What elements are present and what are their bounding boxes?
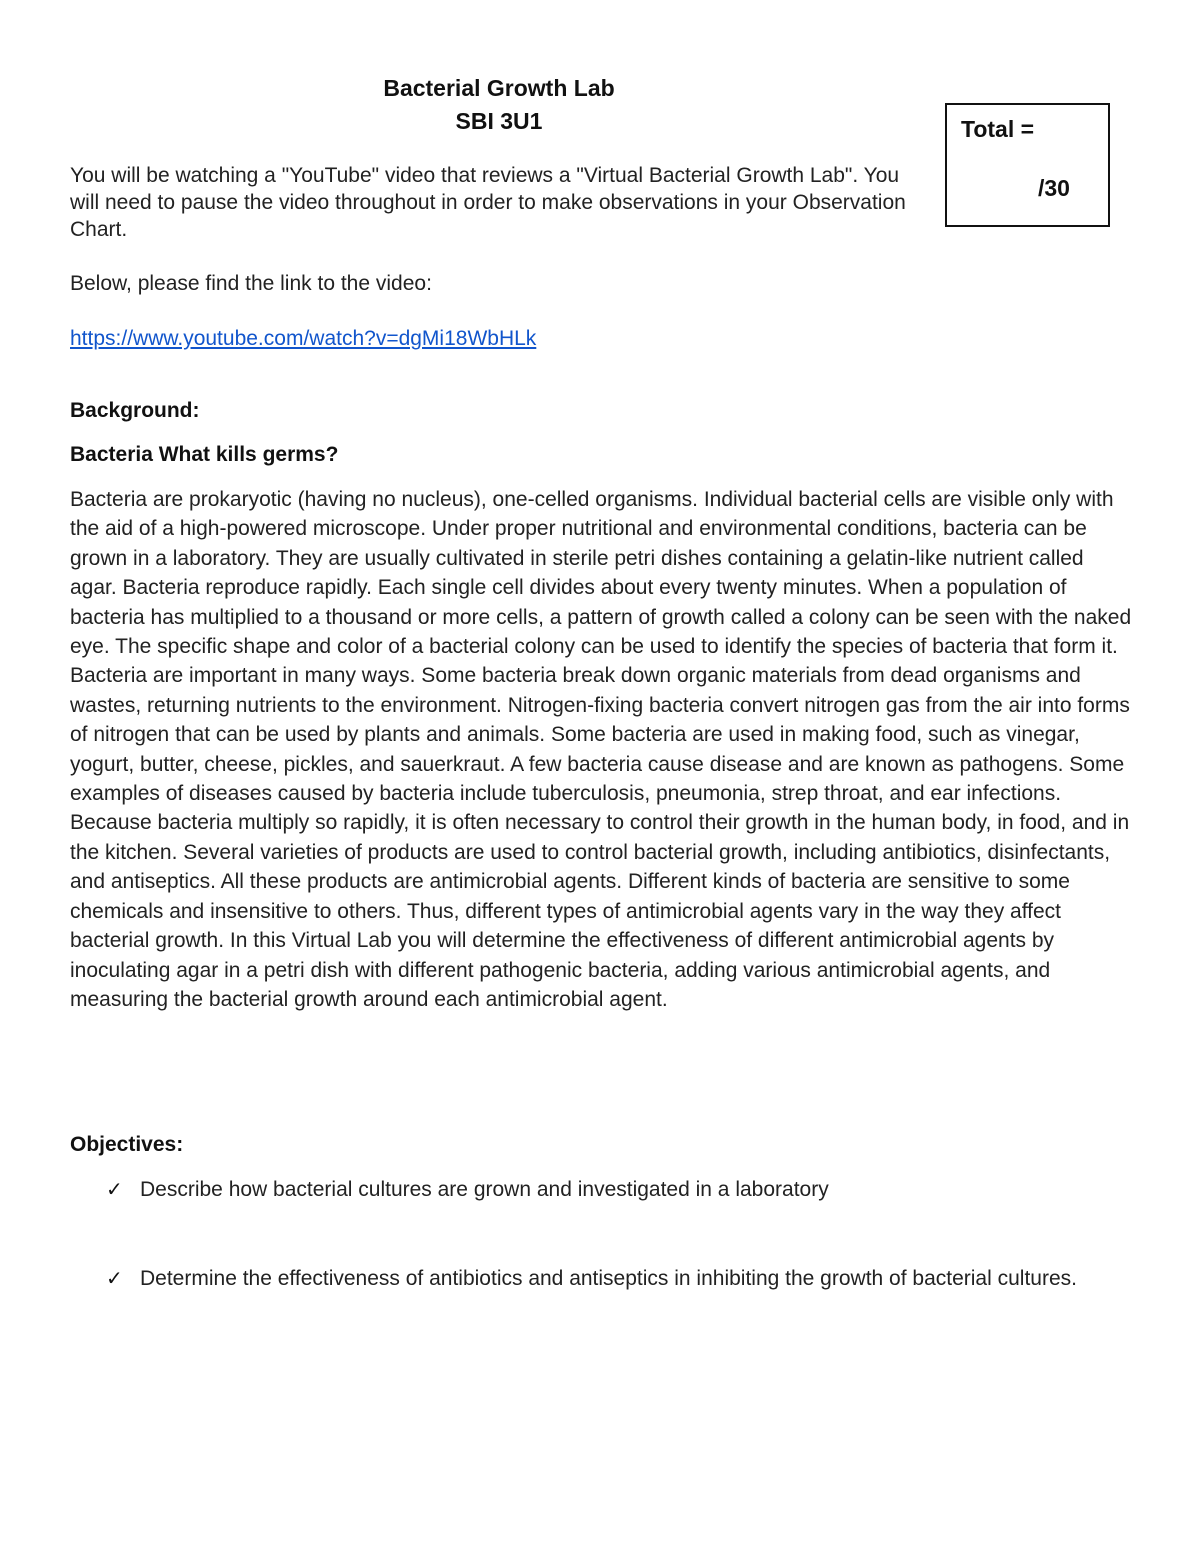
background-body: Bacteria are prokaryotic (having no nucleus), one-celled organisms. Individual bacterial cells are visible only with the aid of a high-powered microscope. Under proper nutritional and environmental conditions, bacteria can be grown in a laboratory. They are usually cultivated in sterile petri dishes containing a gelatin-like nutrient called agar. Bacteria reproduce rapidly. Each single cell divides about every twenty minutes. When a population of bacteria has multiplied to a thousand or more cells, a pattern of growth called a colony can be seen with the naked eye. The specific shape and color of a bacterial colony can be used to identify the species of bacteria that form it. Bacteria are important in many ways. Some bacteria break down organic materials from dead organisms and wastes, returning nutrients to the environment. Nitrogen-fixing bacteria convert nitrogen gas from the air into forms of nitrogen that can be used by plants and animals. Some bacteria are used in making food, such as vinegar, yogurt, butter, cheese, pickles, and sauerkraut. A few bacteria cause disease and are known as pathogens. Some examples of diseases caused by bacteria include tuberculosis, pneumonia, strep throat, and ear infections. Because bacteria multiply so rapidly, it is often necessary to control their growth in the human body, in food, and in the kitchen. Several varieties of products are used to control bacterial growth, including antibiotics, disinfectants, and antiseptics. All these products are antimicrobial agents. Different kinds of bacteria are sensitive to some chemicals and insensitive to others. Thus, different types of antimicrobial agents vary in the way they affect bacterial growth. In this Virtual Lab you will determine the effectiveness of different antimicrobial agents by inoculating agar in a petri dish with different pathogenic bacteria, adding various antimicrobial agents, and measuring the bacterial growth around each antimicrobial agent. xyxy=(70,488,1132,1011)
total-score-box xyxy=(945,103,1110,227)
document-title: Bacterial Growth Lab xyxy=(383,75,615,101)
objective-text: Determine the effectiveness of antibiotics and antiseptics in inhibiting the growth of bacterial cultures. xyxy=(140,1267,1077,1290)
background-heading: Background: xyxy=(70,399,200,422)
objectives-heading: Objectives: xyxy=(70,1133,184,1156)
objectives-list xyxy=(70,1175,1132,1293)
total-out-of: /30 xyxy=(1038,175,1070,201)
objective-item xyxy=(70,1264,1132,1293)
video-link[interactable]: https://www.youtube.com/watch?v=dgMi18WbHLk xyxy=(70,327,537,350)
objective-text: Describe how bacterial cultures are grown and investigated in a laboratory xyxy=(140,1178,829,1201)
checkmark-icon: ✓ xyxy=(106,1177,123,1201)
title-block xyxy=(70,72,928,138)
total-label: Total = xyxy=(961,116,1035,142)
objective-item xyxy=(70,1175,1132,1204)
intro-paragraph: You will be watching a "YouTube" video that reviews a "Virtual Bacterial Growth Lab". You will need to pause the video throughout in order to make observations in your Observation Chart. xyxy=(70,164,906,241)
link-prompt: Below, please find the link to the video: xyxy=(70,272,432,295)
course-code: SBI 3U1 xyxy=(455,108,543,134)
checkmark-icon: ✓ xyxy=(106,1266,123,1290)
background-subheading: Bacteria What kills germs? xyxy=(70,443,339,466)
